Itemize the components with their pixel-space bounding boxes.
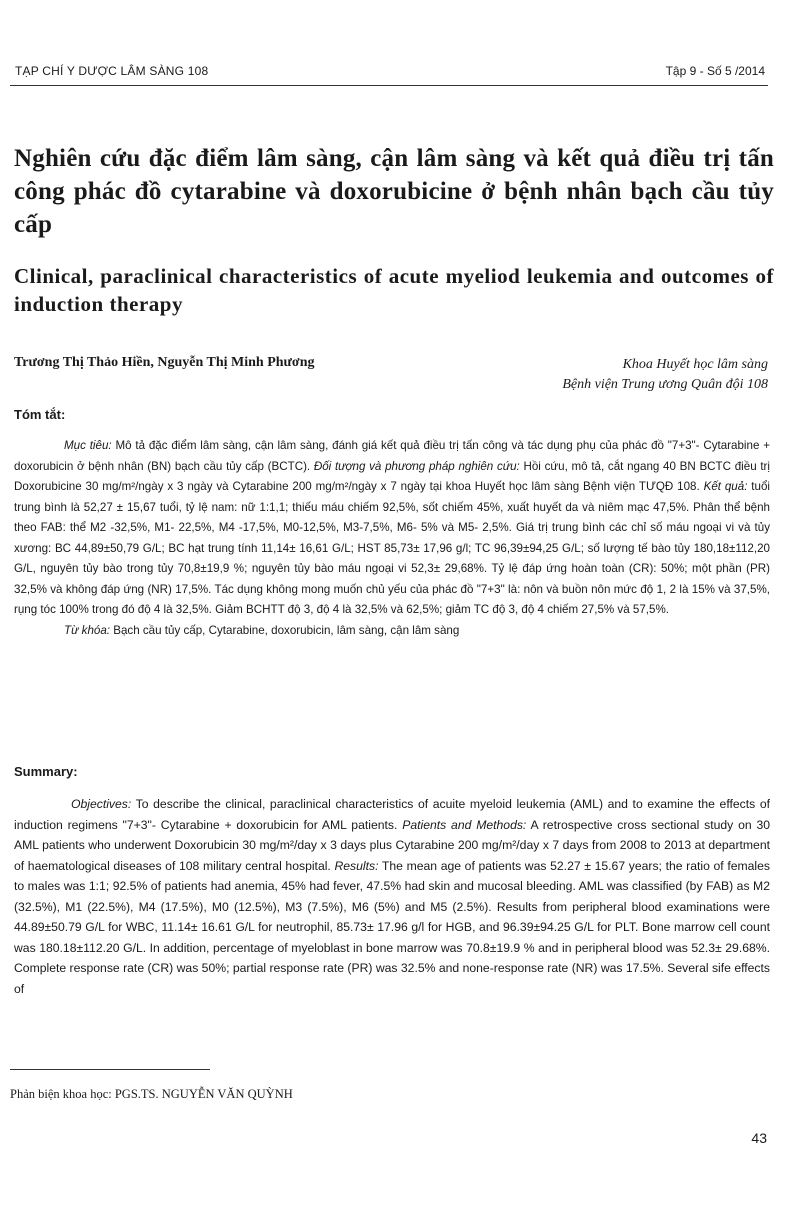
title-vietnamese: Nghiên cứu đặc điểm lâm sàng, cận lâm sàng và kết quả điều trị tấn công phác đồ cytarabine và doxorubicine ở bệnh nhân bạch cầu tủy cấp [14,145,774,238]
summary-body [14,794,770,999]
running-header [10,62,765,82]
abstract-body [14,436,770,621]
issue-info: Tập 9 - Số 5 /2014 [665,64,765,78]
affiliation [562,355,768,395]
text-results: tuổi trung bình là 52,27 ± 15,67 tuổi, tỷ lệ nam: nữ 1:1,1; thiếu máu chiếm 92,5%, sốt chiếm 45%, xuất huyết da và niêm mạc 47,5%. Phân thể bệnh theo FAB: thể M2 -32,5%, M1- 22,5%, M4 -17,5%, M0-12,5%, M3-7,5%, M6- 5% và M5- 2,5%. Giá trị trung bình các chỉ số máu ngoại vi và tủy xương: BC 44,89±50,79 G/L; BC hạt trung tính 11,14± 16,61 G/L; HST 85,73± 17,96 g/l; TC 96,39±94,25 G/L; số lượng tế bào tủy 180,18±112,20 G/L, nguyên tủy bào trong tủy 70,8±19,9 %; nguyên tủy bào máu ngoại vi 52,3± 29,68%. Tỷ lệ đáp ứng hoàn toàn (CR): 50%; một phần (PR) 32,5% và không đáp ứng (NR) 17,5%. Tác dụng không mong muốn chủ yếu của phác đồ "7+3" là: nôn và buồn nôn mức độ 1, 2 là 15% và 37,5%, rụng tóc 100% trong đó độ 4 là 32,5%. Giảm BCHTT độ 3, độ 4 là 32,5% và 62,5%; giảm TC độ 3, độ 4 chiếm 27,5% và 57,5%. [14,480,770,616]
footnote-divider [10,1069,210,1070]
abstract-heading: Tóm tắt: [14,407,66,422]
authors: Trương Thị Thảo Hiền, Nguyễn Thị Minh Phương [14,355,315,370]
text-methods-en: A retrospective cross sectional study on 30 AML patients who underwent Doxorubicin 30 mg/m²/day x 3 days plus Cytarabine 200 mg/m²/day x 7 days from 2008 to 2013 at department of haematological diseases of 108 military central hospital. [14,817,771,873]
text-methods: Hồi cứu, mô tả, cắt ngang 40 BN BCTC điều trị Doxorubicine 30 mg/m²/ngày x 3 ngày và Cytarabine 200 mg/m²/ngày x 7 ngày tại khoa Huyết học lâm sàng Bệnh viện TƯQĐ 108. [14,459,770,493]
affiliation-department: Khoa Huyết học lâm sàng [622,357,768,372]
label-objectives-en: Objectives: [71,797,132,811]
label-keywords: Từ khóa: [64,623,111,637]
label-methods: Đối tượng và phương pháp nghiên cứu: [313,459,520,473]
text-results-en: The mean age of patients was 52.27 ± 15.67 years; the ratio of females to males was 1:1; 92.5% of patients had anemia, 45% had fever, 47.5% had skin and mucosal bleeding. AML was classified (by FAB) as M2 (32.5%), M1 (22.5%), M4 (17.5%), M0 (12.5%), M3 (7.5%), M6 (5%) and M5 (2.5%). Results from peripheral blood examinations were 44.89±50.79 G/L for WBC, 11.14± 16.61 G/L for neutrophil, 85.73± 17.96 g/l for HGB, and 96.39±94.25 G/L for PLT. Bone marrow cell count was 180.18±112.20 G/L. In addition, percentage of myeloblast in bone marrow was 70.8±19.9 % and in peripheral blood was 52.3± 29.68%. Complete response rate (CR) was 50%; partial response rate (PR) was 32.5% and none-response rate (NR) was 17.5%. Several sife effects of [14,858,770,996]
label-results-en: Results: [334,858,379,873]
page-number: 43 [751,1130,767,1146]
text-objectives-en: To describe the clinical, paraclinical characteristics of acuite myeloid leukemia (AML) and to examine the effects of induction regimens "7+3"- Cytarabine + doxorubicin for AML patients. [14,797,770,832]
footnote-reviewer: Phản biện khoa học: PGS.TS. NGUYỄN VĂN QUỲNH [10,1087,293,1101]
title-english: Clinical, paraclinical characteristics of acute myeliod leukemia and outcomes of induction therapy [14,264,774,316]
abstract-vietnamese [14,436,770,641]
label-results: Kết quả: [703,480,748,493]
text-objectives: Mô tả đặc điểm lâm sàng, cận lâm sàng, đánh giá kết quả điều trị tấn công và tác dụng phụ của phác đồ "7+3"- Cytarabine + doxorubicin ở bệnh nhân (BN) bạch cầu tủy cấp (BCTC). [14,439,770,473]
summary-english [14,794,770,999]
affiliation-hospital: Bệnh viện Trung ương Quân đội 108 [562,377,768,392]
journal-name: TẠP CHÍ Y DƯỢC LÂM SÀNG 108 [15,64,209,78]
text-keywords: Bạch cầu tủy cấp, Cytarabine, doxorubicin, lâm sàng, cận lâm sàng [110,623,460,637]
header-divider [10,85,768,86]
summary-heading: Summary: [14,764,78,779]
abstract-keywords [14,621,770,642]
label-methods-en: Patients and Methods: [402,817,527,832]
label-objectives: Mục tiêu: [64,439,112,452]
